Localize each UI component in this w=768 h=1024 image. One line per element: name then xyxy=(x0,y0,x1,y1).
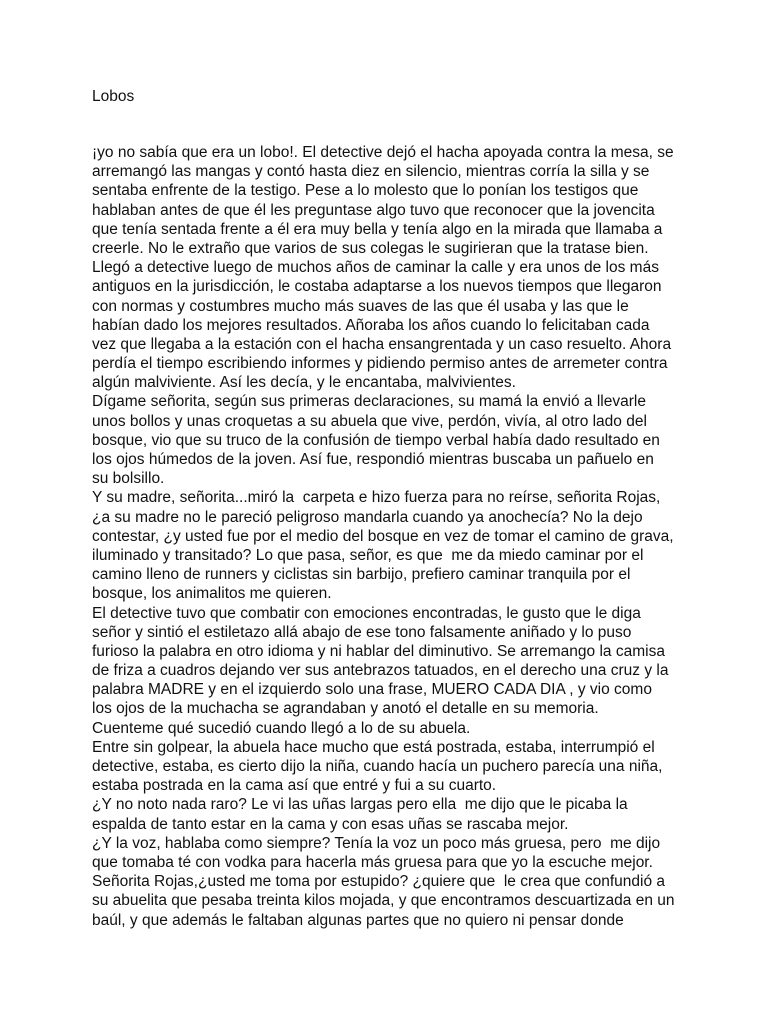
text-line: que tomaba té con vodka para hacerla más gruesa para que yo la escuche mejor. xyxy=(92,853,653,871)
text-line: ¿a su madre no le pareció peligroso mandarla cuando ya anochecía? No la dejo xyxy=(92,508,643,526)
text-line: bosque, vio que su truco de la confusión de tiempo verbal había dado resultado en xyxy=(92,431,660,449)
text-line: unos bollos y unas croquetas a su abuela que vive, perdón, vivía, al otro lado del xyxy=(92,412,647,430)
text-line: perdía el tiempo escribiendo informes y pidiendo permiso antes de arremeter contra xyxy=(92,355,668,373)
text-line: ¿Y la voz, hablaba como siempre? Tenía la voz un poco más gruesa, pero me dijo xyxy=(92,834,661,852)
text-line: iluminado y transitado? Lo que pasa, señor, es que me da miedo caminar por el xyxy=(92,546,644,564)
text-line: El detective tuvo que combatir con emociones encontradas, le gusto que le diga xyxy=(92,604,641,622)
text-line: señor y sintió el estiletazo allá abajo de ese tono falsamente aniñado y lo puso xyxy=(92,623,632,641)
text-line: sentaba enfrente de la testigo. Pese a lo molesto que lo ponían los testigos que xyxy=(92,182,639,200)
text-line: su abuelita que pesaba treinta kilos mojada, y que encontramos descuartizada en un xyxy=(92,892,675,910)
text-line: ¿Y no noto nada raro? Le vi las uñas largas pero ella me dijo que le picaba la xyxy=(92,796,628,814)
text-line: Y su madre, señorita...miró la carpeta e hizo fuerza para no reírse, señorita Rojas, xyxy=(92,489,661,507)
text-line: hablaban antes de que él les preguntase algo tuvo que reconocer que la jovencita xyxy=(92,201,655,219)
document-body xyxy=(92,143,692,930)
text-line: espalda de tanto estar en la cama y con esas uñas se rascaba mejor. xyxy=(92,815,569,833)
text-line: que tenía sentada frente a él era muy bella y tenía algo en la mirada que llamaba a xyxy=(92,220,663,238)
text-line: contestar, ¿y usted fue por el medio del bosque en vez de tomar el camino de grava, xyxy=(92,527,674,545)
text-line: baúl, y que además le faltaban algunas partes que no quiero ni pensar donde xyxy=(92,911,624,929)
document-title: Lobos xyxy=(92,88,135,105)
text-line: su bolsillo. xyxy=(92,470,165,488)
text-line: camino lleno de runners y ciclistas sin barbijo, prefiero caminar tranquila por el xyxy=(92,566,631,584)
text-line: Llegó a detective luego de muchos años de caminar la calle y era unos de los más xyxy=(92,259,659,277)
text-line: habían dado los mejores resultados. Añoraba los años cuando lo felicitaban cada xyxy=(92,316,650,334)
text-line: Cuenteme qué sucedió cuando llegó a lo de su abuela. xyxy=(92,719,471,737)
text-line: Dígame señorita, según sus primeras declaraciones, su mamá la envió a llevarle xyxy=(92,393,646,411)
text-line: creerle. No le extraño que varios de sus colegas le sugirieran que la tratase bien. xyxy=(92,239,649,257)
text-line: los ojos húmedos de la joven. Así fue, respondió mientras buscaba un pañuelo en xyxy=(92,451,654,468)
text-line: vez que llegaba a la estación con el hacha ensangrentada y un caso resuelto. Ahora xyxy=(92,335,672,353)
text-line: antiguos en la jurisdicción, le costaba adaptarse a los nuevos tiempos que llegaron xyxy=(92,278,662,296)
text-line: detective, estaba, es cierto dijo la niña, cuando hacía un puchero parecía una niña, xyxy=(92,758,663,775)
text-line: los ojos de la muchacha se agrandaban y anotó el detalle en su memoria. xyxy=(92,700,599,718)
text-line: furioso la palabra en otro idioma y ni hablar del diminutivo. Se arremango la camisa xyxy=(92,642,665,660)
text-line: arremangó las mangas y contó hasta diez en silencio, mientras corría la silla y se xyxy=(92,163,650,181)
text-line: algún malviviente. Así les decía, y le encantaba, malvivientes. xyxy=(92,374,516,392)
text-line: bosque, los animalitos me quieren. xyxy=(92,585,332,603)
text-line: ¡yo no sabía que era un lobo!. El detective dejó el hacha apoyada contra la mesa, se xyxy=(92,144,674,161)
text-line: estaba postrada en la cama así que entré y fui a su cuarto. xyxy=(92,777,497,795)
text-line: de friza a cuadros dejando ver sus antebrazos tatuados, en el derecho una cruz y la xyxy=(92,662,669,680)
text-line: Señorita Rojas,¿usted me toma por estupido? ¿quiere que le crea que confundió a xyxy=(92,873,665,891)
text-line: con normas y costumbres mucho más suaves de las que él usaba y las que le xyxy=(92,297,629,315)
text-line: palabra MADRE y en el izquierdo solo una frase, MUERO CADA DIA , y vio como xyxy=(92,681,652,699)
text-line: Entre sin golpear, la abuela hace mucho que está postrada, estaba, interrumpió el xyxy=(92,738,655,756)
